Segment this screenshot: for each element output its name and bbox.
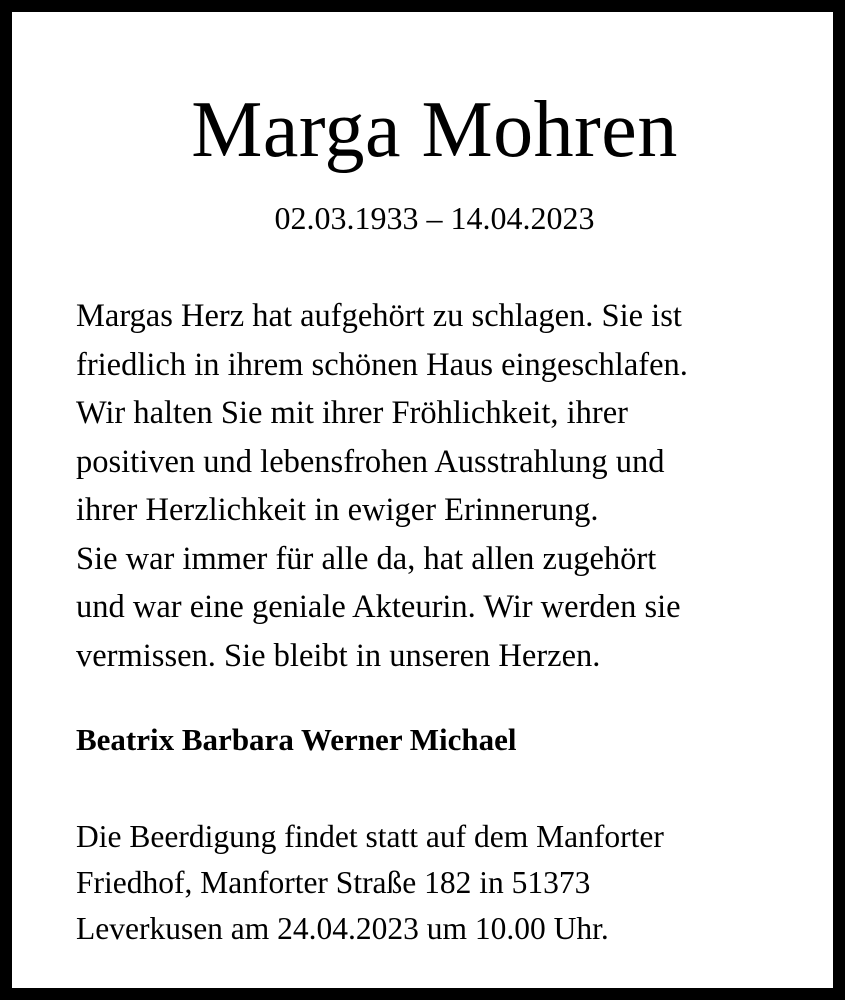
obituary-text-line: und war eine geniale Akteurin. Wir werden sie xyxy=(76,589,681,625)
funeral-info-line: Leverkusen am 24.04.2023 um 10.00 Uhr. xyxy=(76,911,609,946)
obituary-text-line: Margas Herz hat aufgehört zu schlagen. Sie ist xyxy=(76,298,682,334)
funeral-info-line: Friedhof, Manforter Straße 182 in 51373 xyxy=(76,865,591,900)
obituary-text xyxy=(76,292,816,680)
obituary-text-line: Sie war immer für alle da, hat allen zugehört xyxy=(76,540,657,577)
funeral-info xyxy=(76,814,816,952)
obituary-text-line: Wir halten Sie mit ihrer Fröhlichkeit, ihrer xyxy=(76,395,628,431)
life-dates: 02.03.1933 – 14.04.2023 xyxy=(274,200,595,236)
mourners-signature: Beatrix Barbara Werner Michael xyxy=(76,722,517,757)
funeral-info-line: Die Beerdigung findet statt auf dem Manforter xyxy=(76,819,664,854)
deceased-name: Marga Mohren xyxy=(191,86,678,174)
obituary-text-line: friedlich in ihrem schönen Haus eingeschlafen. xyxy=(76,346,688,383)
obituary-text-line: positiven und lebensfrohen Ausstrahlung und xyxy=(76,443,665,480)
obituary-text-line: vermissen. Sie bleibt in unseren Herzen. xyxy=(76,637,601,674)
obituary-text-line: ihrer Herzlichkeit in ewiger Erinnerung. xyxy=(76,492,599,528)
